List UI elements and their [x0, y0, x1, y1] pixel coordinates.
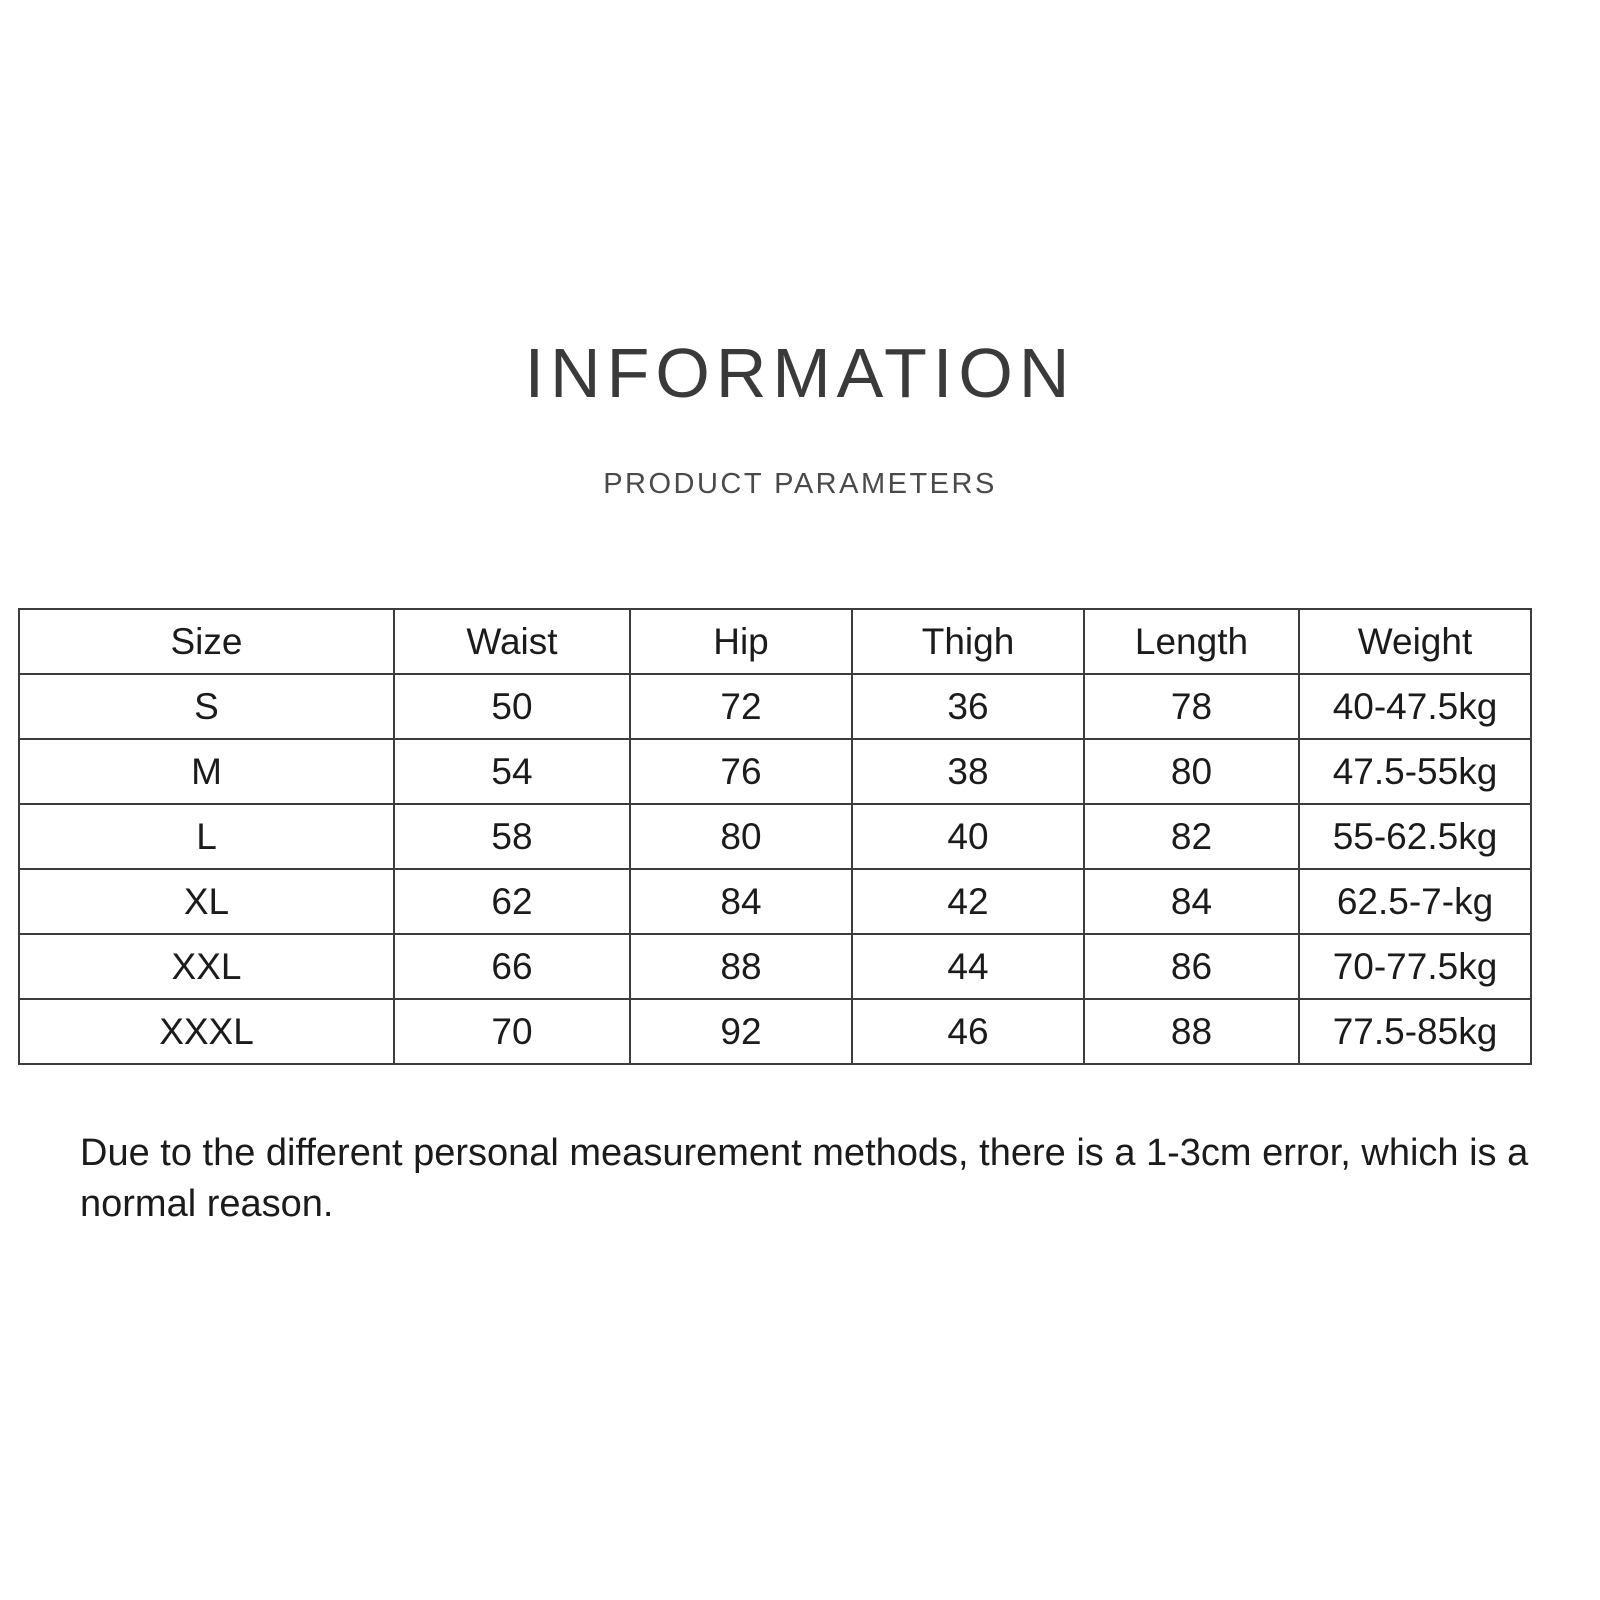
cell-length: 84	[1084, 869, 1299, 934]
cell-weight: 47.5-55kg	[1299, 739, 1531, 804]
size-chart-table	[18, 608, 1532, 1065]
cell-hip: 72	[630, 674, 852, 739]
page-subtitle: PRODUCT PARAMETERS	[603, 468, 997, 500]
cell-thigh: 40	[852, 804, 1084, 869]
cell-waist: 58	[394, 804, 630, 869]
cell-waist: 62	[394, 869, 630, 934]
cell-thigh: 44	[852, 934, 1084, 999]
cell-thigh: 36	[852, 674, 1084, 739]
cell-thigh: 42	[852, 869, 1084, 934]
cell-length: 86	[1084, 934, 1299, 999]
column-header-waist: Waist	[394, 609, 630, 674]
cell-thigh: 38	[852, 739, 1084, 804]
table-row	[19, 934, 1531, 999]
cell-length: 88	[1084, 999, 1299, 1064]
cell-waist: 70	[394, 999, 630, 1064]
cell-hip: 76	[630, 739, 852, 804]
table-row	[19, 674, 1531, 739]
cell-hip: 92	[630, 999, 852, 1064]
column-header-weight: Weight	[1299, 609, 1531, 674]
column-header-size: Size	[19, 609, 394, 674]
table-header-row	[19, 609, 1531, 674]
cell-weight: 62.5-7-kg	[1299, 869, 1531, 934]
cell-size: XXXL	[19, 999, 394, 1064]
cell-length: 82	[1084, 804, 1299, 869]
page-title: INFORMATION	[524, 334, 1076, 412]
cell-size: XL	[19, 869, 394, 934]
table-row	[19, 804, 1531, 869]
column-header-length: Length	[1084, 609, 1299, 674]
cell-weight: 40-47.5kg	[1299, 674, 1531, 739]
column-header-hip: Hip	[630, 609, 852, 674]
table-row	[19, 999, 1531, 1064]
cell-size: M	[19, 739, 394, 804]
cell-weight: 55-62.5kg	[1299, 804, 1531, 869]
cell-length: 80	[1084, 739, 1299, 804]
column-header-thigh: Thigh	[852, 609, 1084, 674]
cell-waist: 50	[394, 674, 630, 739]
cell-size: XXL	[19, 934, 394, 999]
cell-weight: 77.5-85kg	[1299, 999, 1531, 1064]
table-row	[19, 869, 1531, 934]
cell-thigh: 46	[852, 999, 1084, 1064]
cell-waist: 66	[394, 934, 630, 999]
cell-hip: 84	[630, 869, 852, 934]
cell-size: L	[19, 804, 394, 869]
cell-weight: 70-77.5kg	[1299, 934, 1531, 999]
cell-size: S	[19, 674, 394, 739]
cell-hip: 88	[630, 934, 852, 999]
cell-length: 78	[1084, 674, 1299, 739]
size-chart-container	[18, 608, 1530, 1065]
table-row	[19, 739, 1531, 804]
cell-hip: 80	[630, 804, 852, 869]
measurement-disclaimer: Due to the different personal measurement methods, there is a 1-3cm error, which is a normal reason.	[80, 1132, 1529, 1226]
cell-waist: 54	[394, 739, 630, 804]
